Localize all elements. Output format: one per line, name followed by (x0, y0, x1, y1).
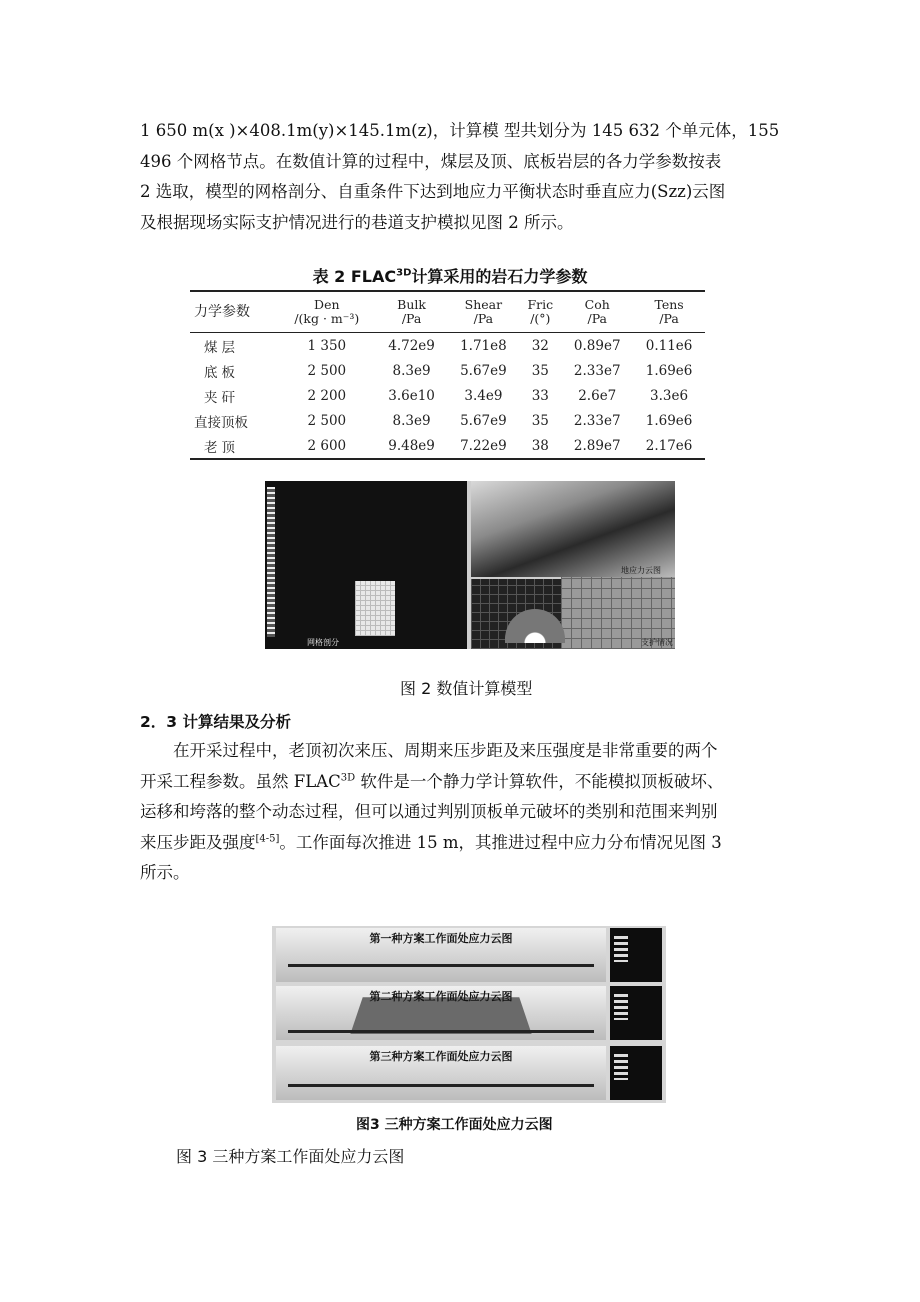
table-cell: 1.71e8 (460, 337, 507, 354)
table-cell: 2.17e6 (633, 433, 705, 459)
table-cell: 底板 (204, 364, 239, 381)
col-header: Tens /Pa (633, 291, 705, 333)
body-line: 所示。 (140, 863, 190, 882)
table-cell: 32 (531, 337, 549, 354)
legend-bars (614, 1054, 628, 1080)
rock-parameters-table (190, 290, 705, 460)
stress-panel-2 (276, 986, 606, 1040)
table-cell: 0.89e7 (573, 337, 621, 354)
table-cell: 8.3e9 (392, 412, 431, 429)
table-cell: 8.3e9 (392, 362, 431, 379)
table-title-suffix: 计算采用的岩石力学参数 (411, 267, 588, 286)
legend-panel-1 (610, 928, 662, 982)
table-cell: 4.72e9 (388, 337, 435, 354)
legend-bars (614, 936, 628, 962)
intro-line: 496 个网格节点。在数值计算的过程中，煤层及顶、底板岩层的各力学参数按表 (140, 151, 722, 171)
col-header: Coh /Pa (561, 291, 633, 333)
mesh-label: 网格剖分 (307, 638, 339, 647)
table-cell: 3.6e10 (388, 387, 435, 404)
body-paragraph (140, 736, 790, 889)
table-cell: 2.33e7 (573, 362, 621, 379)
table-cell: 老顶 (190, 433, 278, 459)
table-cell: 1 350 (307, 337, 347, 354)
stress-panel-1 (276, 928, 606, 982)
figure-2-caption: 图 2 数值计算模型 (400, 679, 533, 698)
table-cell: 1.69e6 (645, 412, 693, 429)
panel-title: 第三种方案工作面处应力云图 (369, 1050, 513, 1063)
panel-seam-line (288, 1030, 594, 1033)
panel-seam-line (288, 1084, 594, 1087)
table-cell: 直接顶板 (194, 414, 248, 431)
intro-line: 1 650 m(x )×408.1m(y)×145.1m(z)，计算模 型共划分为 145 632 个单元体，155 (140, 121, 780, 140)
table-header-row (190, 291, 705, 333)
table-cell: 夹矸 (204, 389, 239, 406)
legend-panel-3 (610, 1046, 662, 1100)
table-title (190, 264, 710, 287)
support-label: 支护情况 (641, 638, 673, 647)
table-cell: 0.11e6 (645, 337, 693, 354)
body-line: 开采工程参数。虽然 $FLAC^{3D}$ 软件是一个静力学计算软件，不能模拟顶板破坏、 (140, 771, 724, 791)
table-cell: 5.67e9 (460, 362, 507, 379)
color-scale-legend (267, 487, 275, 637)
table-cell: 2 500 (307, 362, 347, 379)
table-title-prefix: 表 2 FLAC (312, 267, 397, 286)
table-cell: 33 (531, 387, 549, 404)
legend-bars (614, 994, 628, 1020)
panel-seam-line (288, 964, 594, 967)
stress-contour-view (471, 481, 675, 577)
table-row (190, 358, 705, 383)
table-cell: 2.6e7 (578, 387, 617, 404)
intro-line: 及根据现场实际支护情况进行的巷道支护模拟见图 2 所示。 (140, 212, 574, 232)
table-cell: 3.3e6 (650, 387, 689, 404)
table-cell: 2 600 (278, 433, 376, 459)
stress-panel-3 (276, 1046, 606, 1100)
figure-3-caption: 图 3 三种方案工作面处应力云图 (176, 1147, 405, 1166)
col-header: 力学参数 (190, 291, 278, 333)
table-cell: 1.69e6 (645, 362, 693, 379)
col-header: Fric /(°) (519, 291, 561, 333)
table-cell: 3.4e9 (464, 387, 503, 404)
col-header: Bulk /Pa (376, 291, 448, 333)
table-cell: 5.67e9 (460, 412, 507, 429)
table-cell: 2.33e7 (573, 412, 621, 429)
body-line: 来压步距及强度[4-5]。工作面每次推进 15 m，其推进过程中应力分布情况见图 3 (140, 832, 722, 852)
table-row (190, 433, 705, 459)
table-row (190, 383, 705, 408)
table-cell: 9.48e9 (376, 433, 448, 459)
stress-label: 地应力云图 (621, 566, 661, 575)
table-row (190, 408, 705, 433)
figure-2-image (265, 481, 675, 649)
body-line: 在开采过程中，老顶初次来压、周期来压步距及来压强度是非常重要的两个 (173, 741, 718, 760)
figure-3-image (272, 926, 666, 1103)
support-grid-view (561, 577, 675, 649)
table-cell: 煤层 (204, 339, 239, 356)
col-header: Den /(kg · m⁻³) (278, 291, 376, 333)
table-row (190, 333, 705, 359)
table-cell: 35 (531, 412, 549, 429)
table-cell: 2 200 (307, 387, 347, 404)
table-cell: 35 (531, 362, 549, 379)
panel-title: 第一种方案工作面处应力云图 (369, 932, 513, 945)
section-heading: 2．3 计算结果及分析 (140, 713, 291, 731)
table-cell: 38 (519, 433, 561, 459)
col-header: Shear /Pa (447, 291, 519, 333)
mesh-view (265, 481, 467, 649)
table-cell: 2 500 (307, 412, 347, 429)
legend-panel-2 (610, 986, 662, 1040)
body-line: 运移和垮落的整个动态过程，但可以通过判别顶板单元破坏的类别和范围来判别 (140, 802, 718, 821)
figure-3-inner-caption: 图3 三种方案工作面处应力云图 (356, 1117, 553, 1133)
table-cell: 7.22e9 (447, 433, 519, 459)
intro-line: 2 选取，模型的网格剖分、自重条件下达到地应力平衡状态时垂直应力(Szz)云图 (140, 182, 726, 201)
table-cell: 2.89e7 (561, 433, 633, 459)
table-title-sup: 3D (396, 267, 412, 279)
panel-title: 第二种方案工作面处应力云图 (369, 990, 513, 1003)
intro-paragraph (140, 116, 790, 238)
mesh-block (355, 581, 395, 636)
